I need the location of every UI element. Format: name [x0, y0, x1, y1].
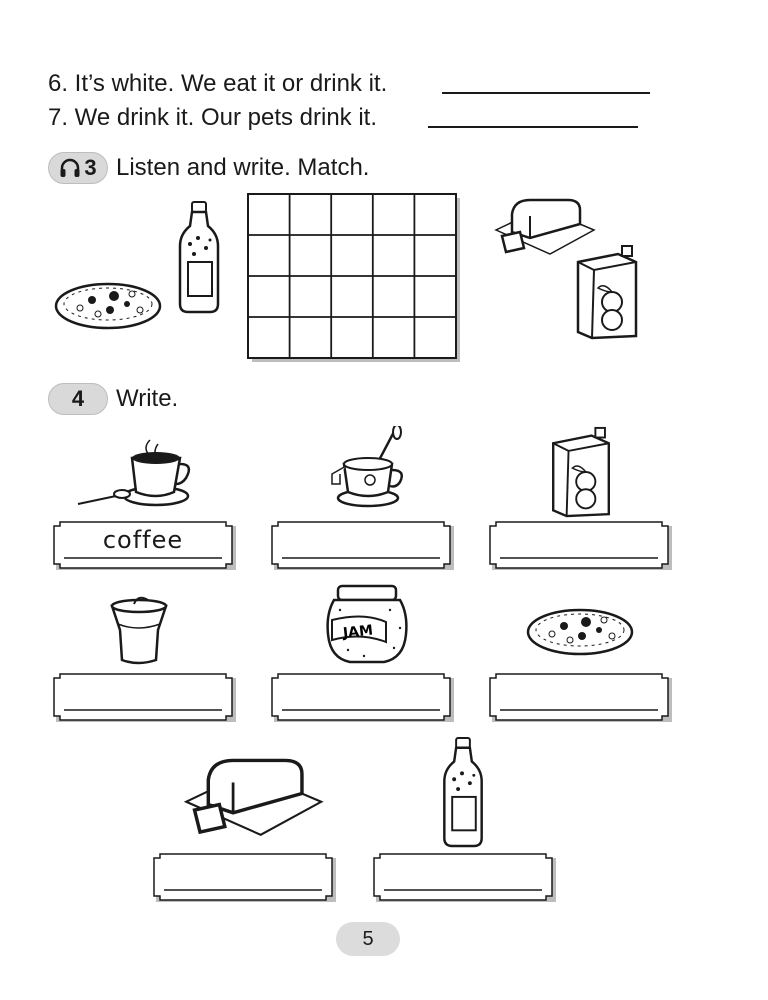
word-grid[interactable]	[246, 192, 462, 364]
answer-box-tea[interactable]	[268, 520, 454, 568]
answer-box-water[interactable]	[370, 852, 556, 900]
bread-icon	[178, 752, 324, 846]
page-number: 5	[336, 922, 400, 956]
question-6	[48, 70, 387, 98]
answer-text-coffee: coffee	[102, 526, 184, 554]
answer-box-yogurt[interactable]	[50, 672, 236, 720]
pizza-icon	[52, 280, 164, 332]
question-6-text: 6. It’s white. We eat it or drink it.	[48, 70, 388, 97]
coffee-cup-icon	[76, 438, 192, 510]
section-3-badge	[48, 152, 108, 184]
question-7-answer-line[interactable]	[428, 110, 638, 128]
headphones-icon	[59, 158, 81, 178]
answer-box-pizza[interactable]	[486, 672, 672, 720]
pizza-icon-4	[524, 606, 636, 658]
answer-box-jam[interactable]	[268, 672, 454, 720]
section-3-number: 3	[84, 155, 97, 180]
tea-cup-icon	[322, 426, 406, 510]
juice-carton-icon-3	[574, 244, 640, 340]
jam-jar-icon	[324, 584, 410, 664]
section-3-title: Listen and write. Match.	[116, 154, 370, 181]
section-4-badge	[48, 383, 108, 415]
jam-label: JAM	[342, 622, 374, 642]
question-7	[48, 104, 377, 132]
section-4-title: Write.	[116, 385, 179, 412]
section-4-number: 4	[71, 386, 85, 411]
answer-box-coffee[interactable]	[50, 520, 236, 568]
yogurt-icon	[108, 596, 170, 666]
answer-box-juice[interactable]	[486, 520, 672, 568]
answer-box-bread[interactable]	[150, 852, 336, 900]
juice-carton-icon	[544, 426, 618, 518]
question-6-answer-line[interactable]	[442, 76, 650, 94]
water-bottle-icon	[440, 736, 486, 848]
water-bottle-icon-3	[176, 200, 222, 314]
question-7-text: 7. We drink it. Our pets drink it.	[48, 104, 378, 131]
